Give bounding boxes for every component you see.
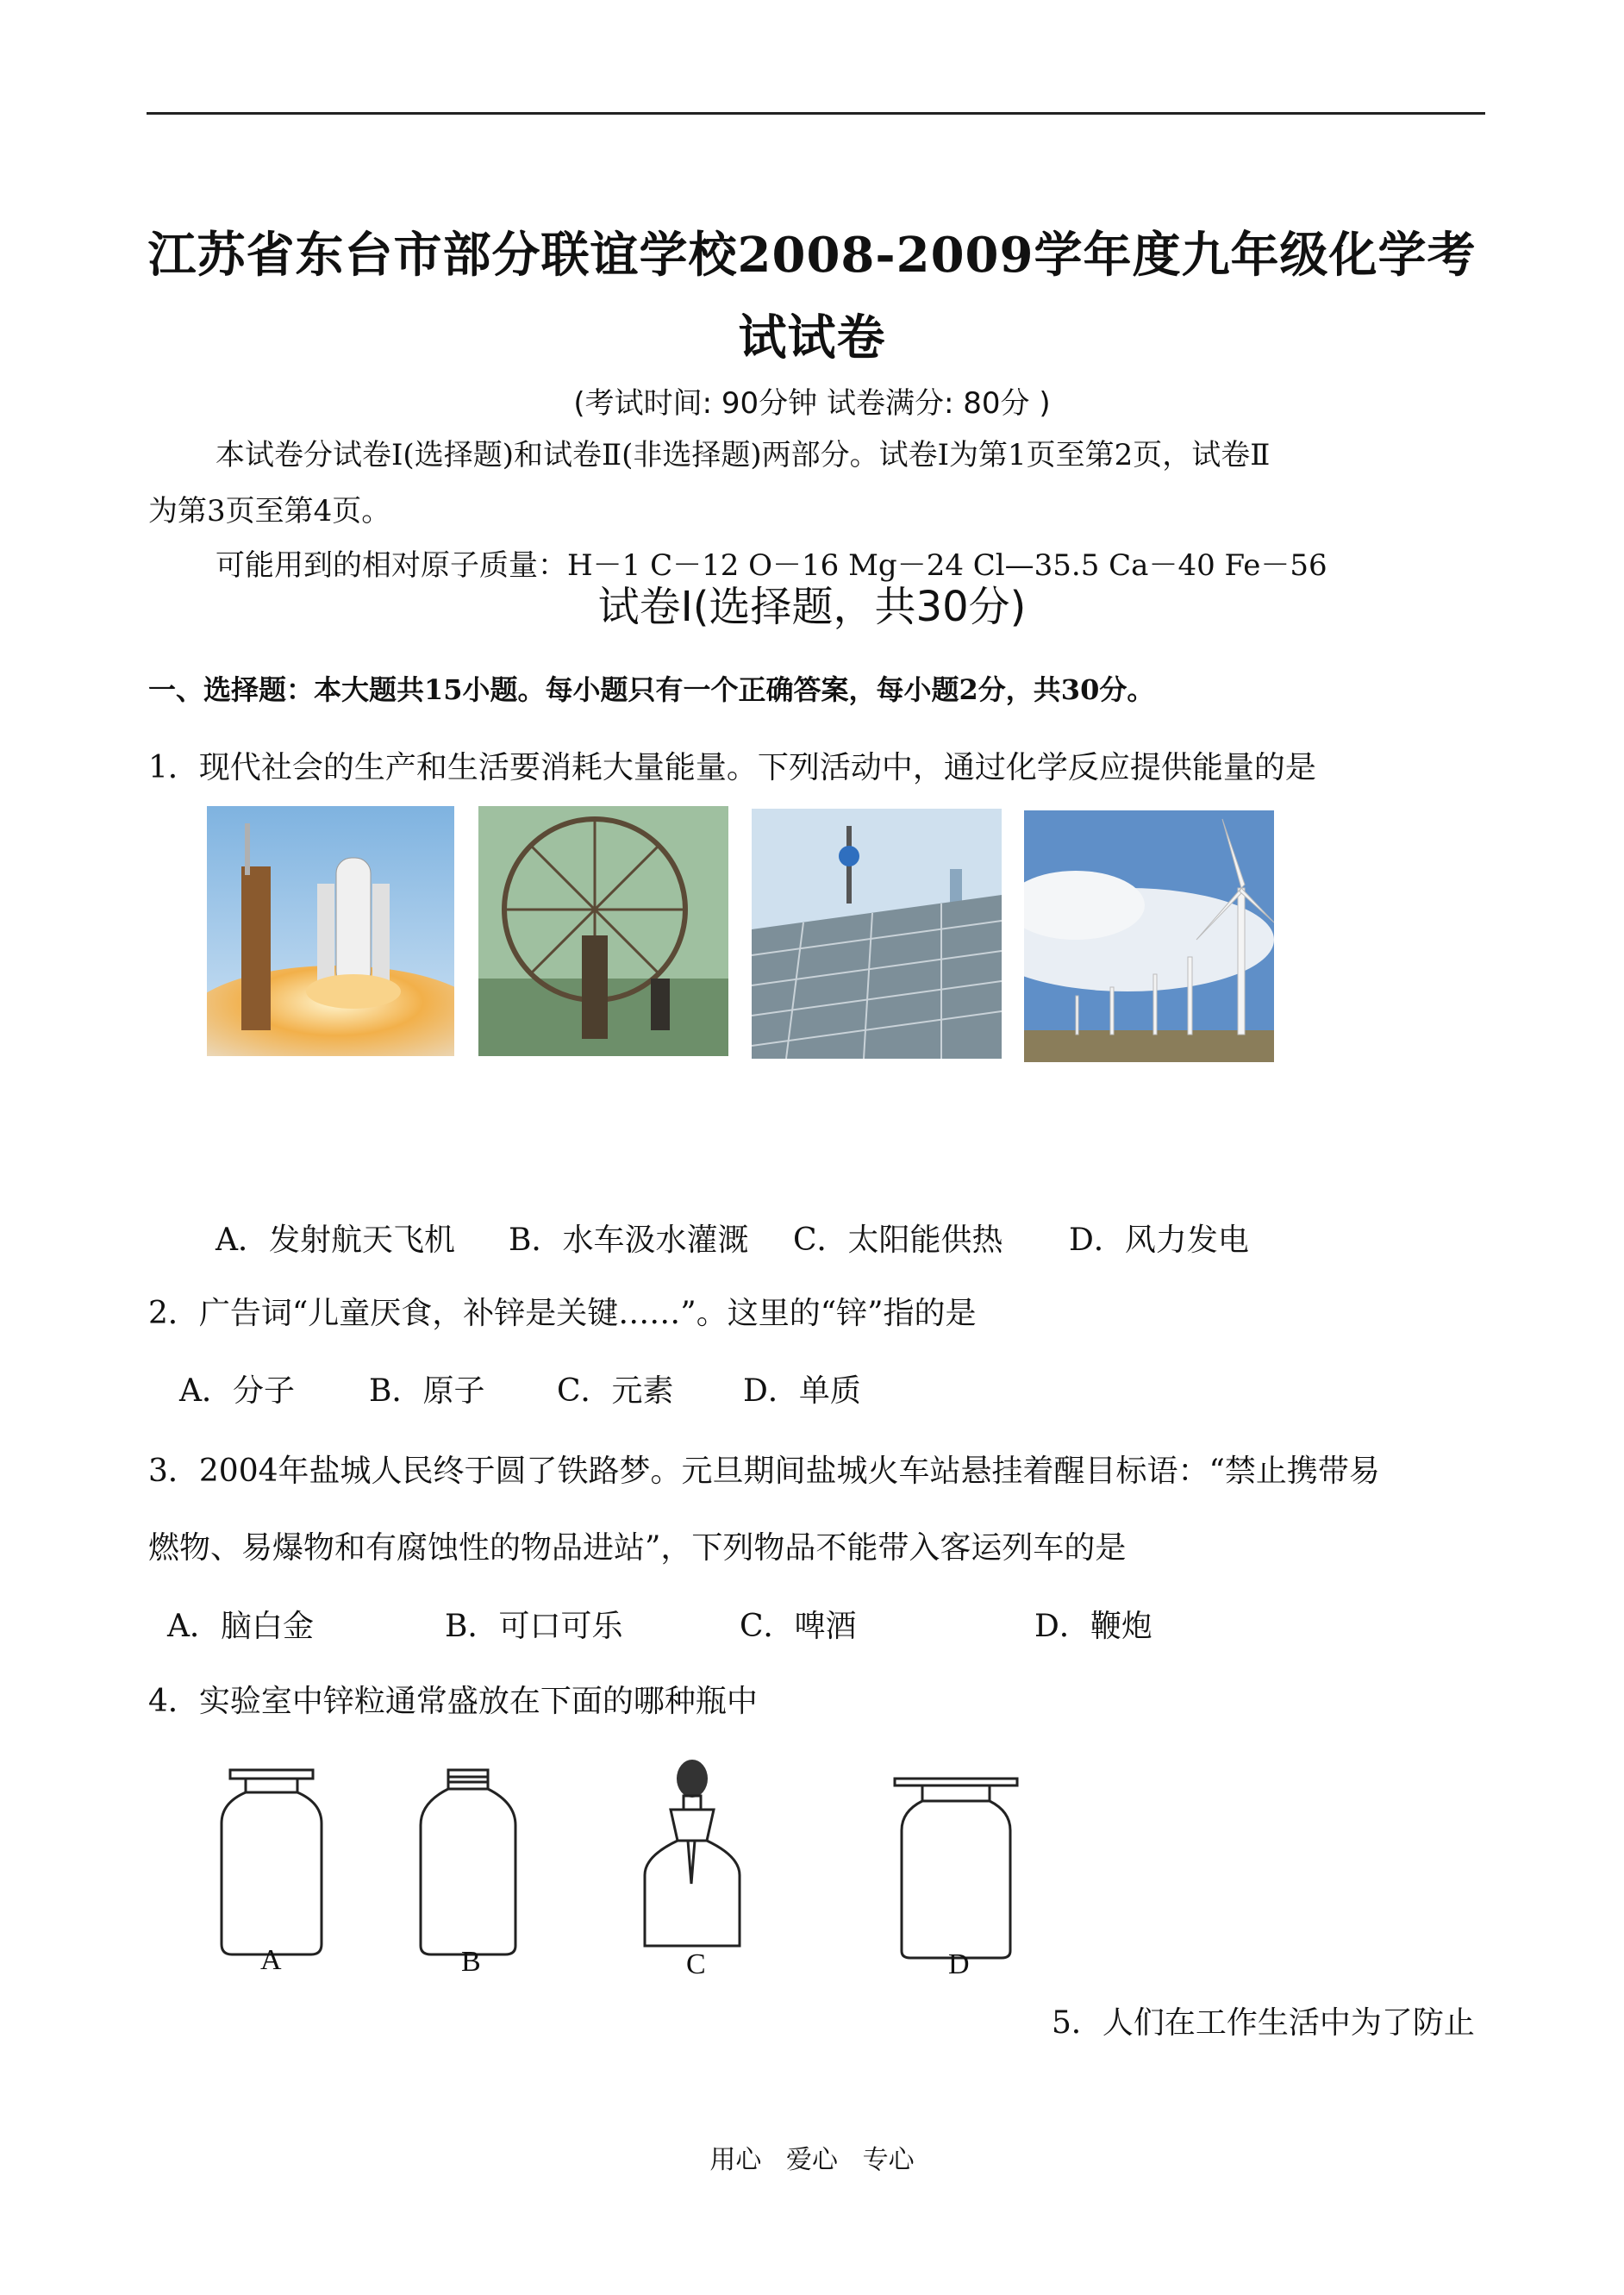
q1-option-d: D．风力发电: [1069, 1223, 1249, 1258]
q2-option-a: A．分子: [179, 1373, 295, 1409]
q2-option-b: B．原子: [369, 1373, 485, 1409]
page-title-line1: 江苏省东台市部分联谊学校2008-2009学年度九年级化学考: [147, 227, 1477, 284]
q3-option-d: D．鞭炮: [1034, 1609, 1152, 1644]
page-title-line2: 试试卷: [738, 310, 886, 366]
q2-option-c: C．元素: [557, 1373, 674, 1409]
header-rule: [147, 112, 1485, 115]
bottle-d-icon: [888, 1763, 1026, 1979]
bottle-b-label: B: [461, 1946, 481, 1978]
question-3-stem-line1: 3．2004年盐城人民终于圆了铁路梦。元旦期间盐城火车站悬挂着醒目标语：“禁止携带易: [148, 1454, 1380, 1489]
intro-line2: 为第3页至第4页。: [148, 494, 391, 528]
section-heading: 试卷Ⅰ(选择题，共30分): [597, 583, 1027, 631]
bottle-a-label: A: [260, 1944, 282, 1976]
q3-option-b: B．可口可乐: [445, 1609, 623, 1644]
question-1-stem: 1．现代社会的生产和生活要消耗大量能量。下列活动中，通过化学反应提供能量的是: [148, 750, 1316, 785]
waterwheel-photo: [478, 806, 728, 1056]
q1-option-c: C．太阳能供热: [793, 1223, 1003, 1258]
section-instructions: 一、选择题：本大题共15小题。每小题只有一个正确答案，每小题2分，共30分。: [148, 673, 1155, 706]
atomic-masses: 可能用到的相对原子质量：H－1 C－12 O－16 Mg－24 Cl—35.5 Ca－40 Fe－56: [215, 548, 1327, 583]
intro-line1: 本试卷分试卷Ⅰ(选择题)和试卷Ⅱ(非选择题)两部分。试卷Ⅰ为第1页至第2页，试卷Ⅱ: [215, 438, 1271, 472]
q1-option-b: B．水车汲水灌溉: [509, 1223, 749, 1258]
page-footer: 用心 爱心 专心: [709, 2145, 915, 2175]
question-3-stem-line2: 燃物、易爆物和有腐蚀性的物品进站”，下列物品不能带入客运列车的是: [148, 1530, 1127, 1566]
q3-option-a: A．脑白金: [167, 1609, 314, 1644]
q2-option-d: D．单质: [743, 1373, 861, 1409]
q3-option-c: C．啤酒: [740, 1609, 857, 1644]
question-4-stem: 4．实验室中锌粒通常盛放在下面的哪种瓶中: [148, 1684, 758, 1719]
rocket-launch-photo: [207, 806, 454, 1056]
solar-heater-photo: [752, 809, 1002, 1059]
question-2-stem: 2．广告词“儿童厌食，补锌是关键……”。这里的“锌”指的是: [148, 1296, 977, 1331]
bottle-d-label: D: [948, 1948, 970, 1980]
bottle-c-label: C: [686, 1948, 706, 1980]
dropper-bottle-c-icon: [636, 1754, 748, 1979]
wind-turbines-photo: [1024, 810, 1274, 1062]
question-5-stem-start: 5．人们在工作生活中为了防止: [1052, 2005, 1475, 2041]
exam-info: (考试时间: 90分钟 试卷满分: 80分 ): [573, 386, 1051, 421]
q1-option-a: A．发射航天飞机: [215, 1223, 455, 1258]
